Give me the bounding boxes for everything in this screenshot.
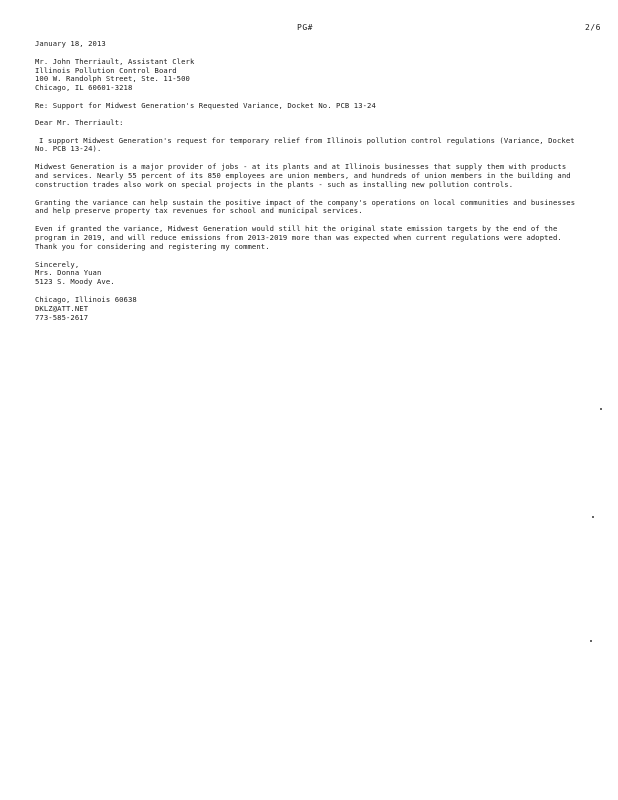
recipient-line: Illinois Pollution Control Board: [35, 65, 177, 75]
closing: Sincerely,: [35, 259, 80, 269]
subject-line: Re: Support for Midwest Generation's Requested Variance, Docket No. PCB 13-24: [35, 100, 376, 110]
thanks-line: Thank you for considering and registering my comment.: [35, 241, 270, 251]
scan-speck: [592, 516, 594, 518]
body-paragraph: Midwest Generation is a major provider of jobs - at its plants and at Illinois businesses that supply them with products and services. Nearly 55 percent of its 850 employees are union members, and hundreds of union members in the building and construction trades also work on special projects in the plants - such as installing new pollution controls.: [35, 162, 571, 189]
body-paragraph: Even if granted the variance, Midwest Generation would still hit the original state emission targets by the end of the program in 2019, and will reduce emissions from 2013-2019 more than was expected when current regulations were adopted.: [35, 224, 562, 242]
scan-speck: [590, 640, 592, 642]
body-paragraph: I support Midwest Generation's request for temporary relief from Illinois pollution control regulations (Variance, Docket No. PCB 13-24).: [35, 135, 575, 154]
fax-page-label: PG#: [297, 23, 313, 32]
signer-name: Mrs. Donna Yuan: [35, 268, 102, 278]
letter-body: [35, 40, 580, 322]
recipient-address: [35, 58, 580, 93]
signer-city: Chicago, Illinois 60638: [35, 294, 137, 304]
fax-page-count: 2/6: [585, 23, 601, 32]
salutation: Dear Mr. Therriault:: [35, 117, 124, 127]
scan-speck: [600, 408, 602, 410]
signer-phone: 773-585-2617: [35, 312, 89, 322]
body-paragraph: Granting the variance can help sustain the positive impact of the company's operations on local communities and businesses and help preserve property tax revenues for school and municipal services.: [35, 197, 576, 216]
signer-street: 5123 S. Moody Ave.: [35, 277, 115, 287]
recipient-line: Mr. John Therriault, Assistant Clerk: [35, 56, 195, 66]
letter-date: January 18, 2013: [35, 39, 106, 48]
signer-email: DKLZ@ATT.NET: [35, 303, 89, 313]
recipient-line: 100 W. Randolph Street, Ste. 11-500: [35, 74, 190, 84]
recipient-line: Chicago, IL 60601-3218: [35, 83, 133, 93]
